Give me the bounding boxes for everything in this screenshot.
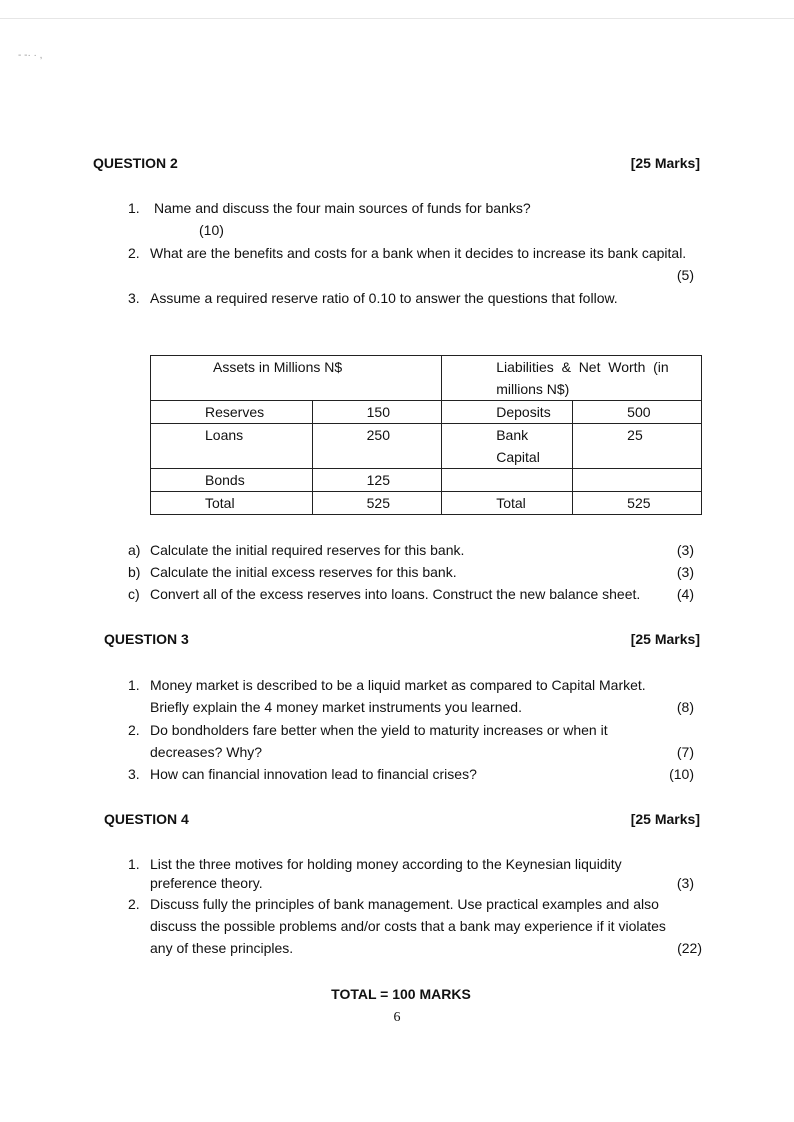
assets-header: Assets in Millions N$	[151, 356, 442, 401]
q4-item-2-number: 2.	[128, 896, 140, 912]
q3-item-2-line1: Do bondholders fare better when the yield to maturity increases or when it	[150, 722, 608, 738]
q3-item-2-line2: decreases? Why?	[150, 744, 263, 760]
question-4-marks: [25 Marks]	[630, 811, 700, 827]
q3-item-1-line2: Briefly explain the 4 money market instruments you learned.	[150, 699, 522, 715]
asset-label: Loans	[151, 424, 313, 469]
q2-item-1-text: Name and discuss the four main sources of funds for banks?	[154, 200, 531, 216]
q4-item-1-line1: List the three motives for holding money according to the Keynesian liquidity	[150, 856, 622, 872]
q3-item-3-number: 3.	[128, 766, 140, 782]
q2-item-3-text: Assume a required reserve ratio of 0.10 to answer the questions that follow.	[150, 290, 618, 306]
question-3-title: QUESTION 3	[104, 631, 189, 647]
question-3-marks: [25 Marks]	[630, 631, 700, 647]
liabilities-header	[442, 356, 702, 401]
q4-item-2-marks: (22)	[677, 940, 702, 956]
q2-sub-b-label: b)	[128, 564, 141, 580]
q3-item-1-marks: (8)	[676, 699, 694, 715]
q3-item-2-number: 2.	[128, 722, 140, 738]
table-header-row	[151, 356, 702, 401]
scan-speck: - -· · ,	[18, 50, 43, 61]
table-row	[151, 401, 702, 424]
q3-item-2-marks: (7)	[676, 744, 694, 760]
liability-label	[442, 469, 573, 492]
asset-value: 150	[312, 401, 442, 424]
asset-label: Reserves	[151, 401, 313, 424]
q3-item-3-marks: (10)	[669, 766, 694, 782]
asset-label: Total	[151, 492, 313, 515]
question-2-title: QUESTION 2	[93, 155, 178, 171]
table-row	[151, 492, 702, 515]
liabilities-header-line2: millions N$)	[496, 381, 570, 397]
q2-item-1-number: 1.	[128, 200, 140, 216]
liability-value: 525	[573, 492, 702, 515]
table-row	[151, 424, 702, 469]
q2-item-3-number: 3.	[128, 290, 140, 306]
liability-label-line2: Capital	[496, 449, 540, 465]
scan-edge-line	[0, 18, 794, 19]
q4-item-2-line3: any of these principles.	[150, 940, 294, 956]
q2-sub-b-text: Calculate the initial excess reserves for this bank.	[150, 564, 457, 580]
q4-item-2-line1: Discuss fully the principles of bank management. Use practical examples and also	[150, 896, 659, 912]
q4-item-1-line2: preference theory.	[150, 875, 263, 891]
q2-item-2-marks: (5)	[676, 267, 694, 283]
q2-sub-c-text: Convert all of the excess reserves into loans. Construct the new balance sheet.	[150, 586, 641, 602]
q2-sub-c-label: c)	[128, 586, 140, 602]
q3-item-1-number: 1.	[128, 677, 140, 693]
q2-item-2-number: 2.	[128, 245, 140, 261]
q2-item-1-marks: (10)	[199, 222, 224, 238]
liabilities-header-line1: Liabilities & Net Worth (in	[496, 359, 669, 375]
question-4-title: QUESTION 4	[104, 811, 189, 827]
asset-value: 250	[312, 424, 442, 469]
q2-sub-c-marks: (4)	[676, 586, 694, 602]
liability-value: 500	[573, 401, 702, 424]
asset-label: Bonds	[151, 469, 313, 492]
q4-item-1-number: 1.	[128, 856, 140, 872]
balance-sheet-table	[150, 355, 702, 515]
q3-item-3-line1: How can financial innovation lead to financial crises?	[150, 766, 477, 782]
asset-value: 125	[312, 469, 442, 492]
q3-item-1-line1: Money market is described to be a liquid market as compared to Capital Market.	[150, 677, 646, 693]
liability-label: Deposits	[442, 401, 573, 424]
q2-sub-b-marks: (3)	[676, 564, 694, 580]
liability-label-line1: Bank	[496, 427, 529, 443]
q2-sub-a-marks: (3)	[676, 542, 694, 558]
table-row	[151, 469, 702, 492]
liability-label	[442, 424, 573, 469]
total-marks: TOTAL = 100 MARKS	[331, 986, 471, 1002]
liability-value	[573, 469, 702, 492]
question-2-marks: [25 Marks]	[630, 155, 700, 171]
q4-item-1-marks: (3)	[676, 875, 694, 891]
liability-label: Total	[442, 492, 573, 515]
q2-sub-a-text: Calculate the initial required reserves for this bank.	[150, 542, 465, 558]
asset-value: 525	[312, 492, 442, 515]
q2-item-2-text: What are the benefits and costs for a bank when it decides to increase its bank capital.	[150, 245, 687, 261]
liability-value: 25	[573, 424, 702, 469]
page-number: 6	[393, 1010, 401, 1025]
q4-item-2-line2: discuss the possible problems and/or costs that a bank may experience if it violates	[150, 918, 666, 934]
q2-sub-a-label: a)	[128, 542, 141, 558]
